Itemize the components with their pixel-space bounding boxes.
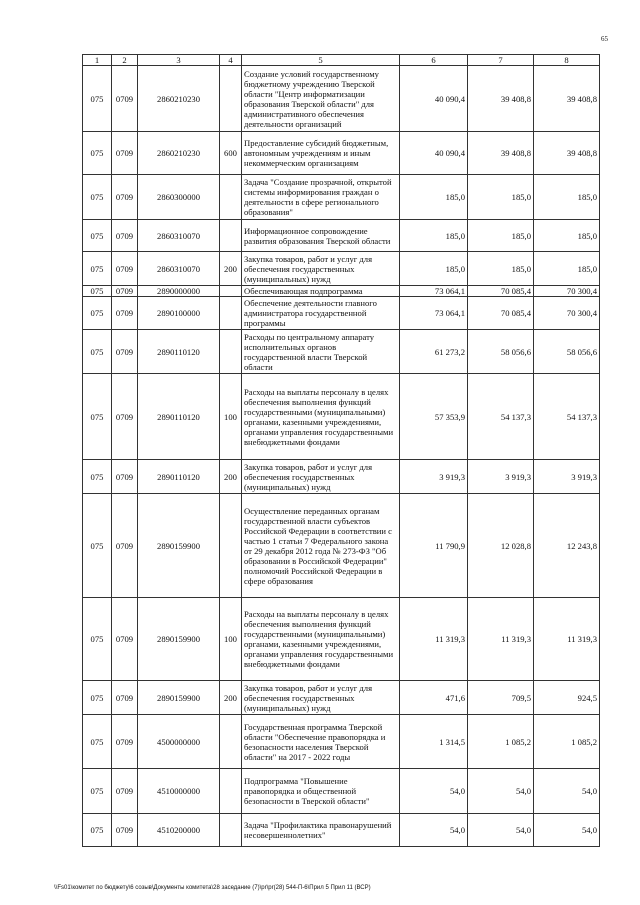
column-header: 8 [534,55,600,66]
cell-expense-type: 200 [220,252,242,286]
cell-description: Предоставление субсидий бюджетным, автономным учреждениям и иным некоммерческим организациям [242,132,400,175]
cell-amount-3: 185,0 [534,220,600,252]
cell-amount-3: 70 300,4 [534,297,600,330]
column-header: 4 [220,55,242,66]
cell-amount-2: 185,0 [468,175,534,220]
cell-admin-code: 075 [83,374,112,460]
cell-amount-3: 54 137,3 [534,374,600,460]
column-header: 6 [400,55,468,66]
column-header: 5 [242,55,400,66]
cell-amount-1: 185,0 [400,175,468,220]
cell-amount-1: 471,6 [400,681,468,715]
table-row [83,598,600,681]
cell-section-code: 0709 [112,494,138,598]
cell-amount-3: 11 319,3 [534,598,600,681]
cell-amount-3: 924,5 [534,681,600,715]
cell-amount-2: 58 056,6 [468,330,534,374]
cell-description: Расходы на выплаты персоналу в целях обеспечения выполнения функций государственными (муниципальными) органами, казенными учреждениями, органами управления государственными внебюджетными фондами [242,374,400,460]
cell-amount-1: 61 273,2 [400,330,468,374]
cell-amount-1: 1 314,5 [400,715,468,769]
cell-admin-code: 075 [83,297,112,330]
cell-section-code: 0709 [112,814,138,847]
cell-section-code: 0709 [112,66,138,132]
table-row [83,715,600,769]
cell-section-code: 0709 [112,175,138,220]
page-number: 65 [601,35,608,43]
cell-admin-code: 075 [83,460,112,494]
cell-admin-code: 075 [83,66,112,132]
cell-amount-2: 185,0 [468,220,534,252]
cell-target-code: 2890100000 [138,297,220,330]
column-header: 7 [468,55,534,66]
cell-section-code: 0709 [112,330,138,374]
cell-description: Обеспечение деятельности главного администратора государственной программы [242,297,400,330]
cell-target-code: 2890159900 [138,681,220,715]
cell-amount-2: 54 137,3 [468,374,534,460]
cell-expense-type [220,330,242,374]
cell-section-code: 0709 [112,460,138,494]
cell-amount-3: 54,0 [534,769,600,814]
cell-target-code: 2860300000 [138,175,220,220]
cell-amount-1: 54,0 [400,769,468,814]
cell-section-code: 0709 [112,297,138,330]
cell-admin-code: 075 [83,814,112,847]
cell-target-code: 2860310070 [138,252,220,286]
cell-amount-2: 709,5 [468,681,534,715]
cell-admin-code: 075 [83,132,112,175]
cell-amount-3: 54,0 [534,814,600,847]
cell-description: Закупка товаров, работ и услуг для обеспечения государственных (муниципальных) нужд [242,460,400,494]
cell-section-code: 0709 [112,252,138,286]
cell-admin-code: 075 [83,494,112,598]
cell-amount-3: 185,0 [534,252,600,286]
table-row [83,769,600,814]
cell-target-code: 4510000000 [138,769,220,814]
cell-expense-type [220,769,242,814]
cell-target-code: 2890110120 [138,460,220,494]
cell-expense-type [220,286,242,297]
cell-amount-3: 1 085,2 [534,715,600,769]
cell-description: Закупка товаров, работ и услуг для обеспечения государственных (муниципальных) нужд [242,252,400,286]
cell-amount-1: 54,0 [400,814,468,847]
cell-section-code: 0709 [112,132,138,175]
cell-expense-type [220,66,242,132]
cell-description: Государственная программа Тверской области "Обеспечение правопорядка и безопасности населения Тверской области" на 2017 - 2022 годы [242,715,400,769]
table-row [83,330,600,374]
table-row [83,132,600,175]
cell-amount-3: 39 408,8 [534,66,600,132]
cell-amount-2: 1 085,2 [468,715,534,769]
cell-amount-2: 185,0 [468,252,534,286]
table-row [83,286,600,297]
cell-admin-code: 075 [83,220,112,252]
cell-description: Информационное сопровождение развития образования Тверской области [242,220,400,252]
cell-description: Расходы на выплаты персоналу в целях обеспечения выполнения функций государственными (муниципальными) органами, казенными учреждениями, органами управления государственными внебюджетными фондами [242,598,400,681]
cell-amount-1: 11 319,3 [400,598,468,681]
cell-description: Осуществление переданных органам государственной власти субъектов Российской Федерации в соответствии с частью 1 статьи 7 Федерального закона от 29 декабря 2012 года № 273-ФЗ "Об образовании в Российской Федерации" полномочий Российской Федерации в сфере образования [242,494,400,598]
cell-admin-code: 075 [83,598,112,681]
cell-description: Задача "Профилактика правонарушений несовершеннолетних" [242,814,400,847]
column-header: 2 [112,55,138,66]
cell-amount-2: 54,0 [468,769,534,814]
cell-admin-code: 075 [83,681,112,715]
file-path-footer: \\Fs01\комитет по бюджету\6 созыв\Документы комитета\28 заседание (7)\pr\pr(28) 544-П-6\Прил 5 Прил 11 (ВСР) [54,885,371,891]
cell-admin-code: 075 [83,286,112,297]
cell-amount-2: 70 085,4 [468,297,534,330]
cell-amount-3: 3 919,3 [534,460,600,494]
cell-amount-1: 40 090,4 [400,132,468,175]
table-row [83,297,600,330]
cell-amount-2: 3 919,3 [468,460,534,494]
table-row [83,494,600,598]
cell-target-code: 2890110120 [138,374,220,460]
cell-amount-3: 58 056,6 [534,330,600,374]
cell-amount-1: 40 090,4 [400,66,468,132]
cell-admin-code: 075 [83,769,112,814]
cell-admin-code: 075 [83,175,112,220]
cell-amount-3: 39 408,8 [534,132,600,175]
cell-target-code: 2890000000 [138,286,220,297]
table-row [83,66,600,132]
table-row [83,220,600,252]
cell-target-code: 2890159900 [138,598,220,681]
cell-expense-type: 600 [220,132,242,175]
cell-description: Закупка товаров, работ и услуг для обеспечения государственных (муниципальных) нужд [242,681,400,715]
column-header: 1 [83,55,112,66]
cell-expense-type [220,715,242,769]
cell-description: Создание условий государственному бюджетному учреждению Тверской области "Центр информатизации образования Тверской области" для административного обеспечения деятельности организаций [242,66,400,132]
budget-table [82,54,600,847]
cell-amount-3: 70 300,4 [534,286,600,297]
cell-description: Расходы по центральному аппарату исполнительных органов государственной власти Тверской области [242,330,400,374]
cell-amount-2: 39 408,8 [468,132,534,175]
cell-target-code: 4500000000 [138,715,220,769]
cell-amount-1: 73 064,1 [400,297,468,330]
cell-amount-1: 11 790,9 [400,494,468,598]
cell-amount-3: 185,0 [534,175,600,220]
cell-description: Задача "Создание прозрачной, открытой системы информирования граждан о деятельности в сфере регионального образования" [242,175,400,220]
cell-amount-3: 12 243,8 [534,494,600,598]
cell-expense-type: 200 [220,460,242,494]
cell-admin-code: 075 [83,715,112,769]
cell-amount-1: 185,0 [400,252,468,286]
cell-expense-type [220,175,242,220]
cell-amount-1: 57 353,9 [400,374,468,460]
table-row [83,175,600,220]
cell-description: Подпрограмма "Повышение правопорядка и общественной безопасности в Тверской области" [242,769,400,814]
cell-description: Обеспечивающая подпрограмма [242,286,400,297]
cell-expense-type [220,494,242,598]
cell-amount-2: 39 408,8 [468,66,534,132]
table-header-row [83,55,600,66]
cell-section-code: 0709 [112,598,138,681]
cell-section-code: 0709 [112,681,138,715]
cell-expense-type [220,297,242,330]
cell-amount-2: 11 319,3 [468,598,534,681]
cell-section-code: 0709 [112,769,138,814]
column-header: 3 [138,55,220,66]
table-row [83,681,600,715]
cell-section-code: 0709 [112,286,138,297]
cell-amount-2: 12 028,8 [468,494,534,598]
cell-section-code: 0709 [112,374,138,460]
cell-target-code: 2890159900 [138,494,220,598]
cell-amount-1: 73 064,1 [400,286,468,297]
cell-amount-2: 54,0 [468,814,534,847]
cell-amount-1: 3 919,3 [400,460,468,494]
cell-admin-code: 075 [83,252,112,286]
cell-expense-type: 100 [220,598,242,681]
cell-amount-1: 185,0 [400,220,468,252]
cell-target-code: 2860310070 [138,220,220,252]
cell-amount-2: 70 085,4 [468,286,534,297]
cell-admin-code: 075 [83,330,112,374]
cell-target-code: 2860210230 [138,132,220,175]
cell-target-code: 2890110120 [138,330,220,374]
table-row [83,374,600,460]
cell-expense-type [220,220,242,252]
table-row [83,252,600,286]
cell-expense-type [220,814,242,847]
cell-expense-type: 200 [220,681,242,715]
cell-target-code: 4510200000 [138,814,220,847]
cell-expense-type: 100 [220,374,242,460]
cell-section-code: 0709 [112,220,138,252]
cell-section-code: 0709 [112,715,138,769]
cell-target-code: 2860210230 [138,66,220,132]
table-row [83,814,600,847]
table-row [83,460,600,494]
